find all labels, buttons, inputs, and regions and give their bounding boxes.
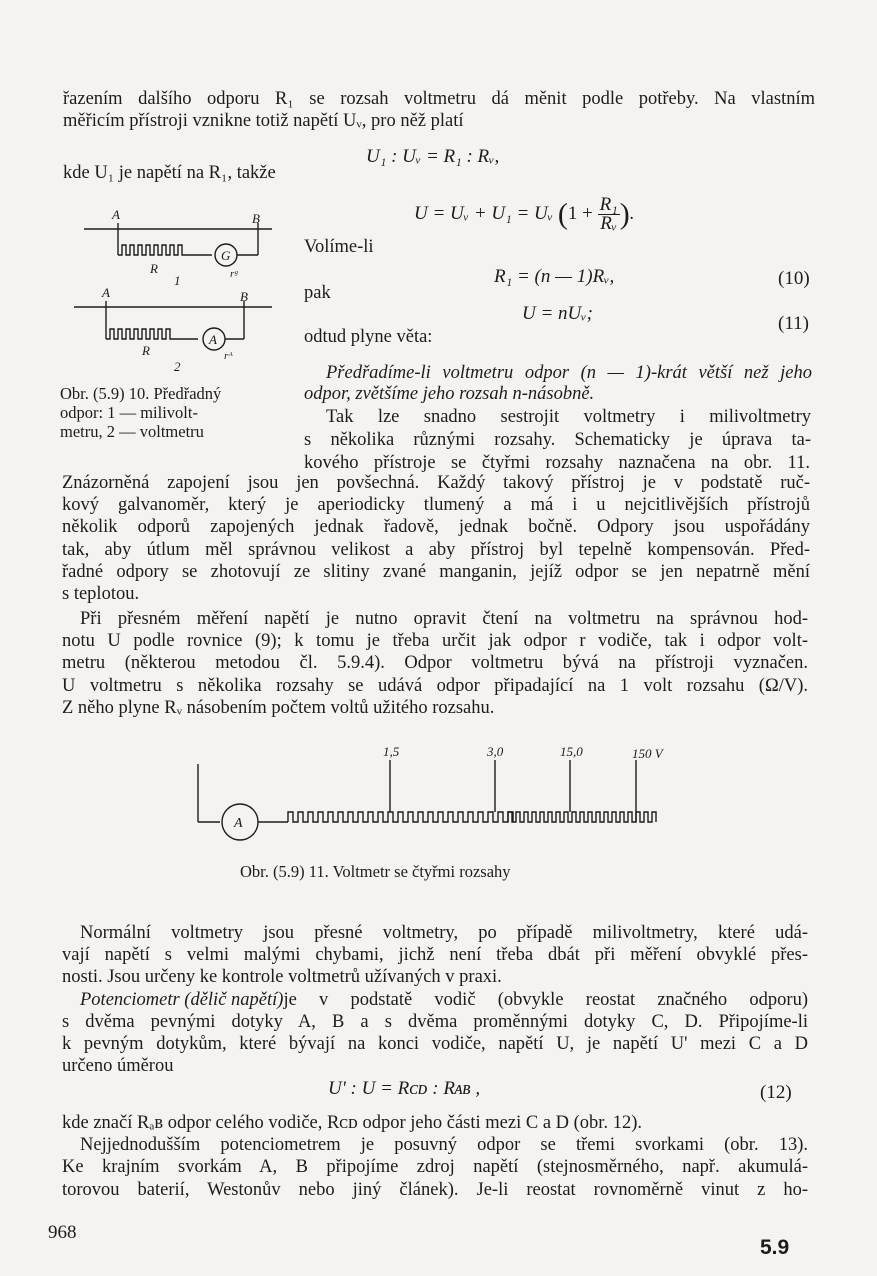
text-line: kového přístroje se čtyřmi rozsahy naznačena na obr. 11. bbox=[304, 453, 810, 473]
text-line: s několika různými rozsahy. Schematicky je úprava ta- bbox=[304, 430, 811, 450]
fig10-resistor-1 bbox=[118, 245, 212, 255]
fig11-range-1: 1,5 bbox=[383, 744, 400, 759]
term-potenciometr: Potenciometr (dělič napětí) bbox=[80, 990, 284, 1010]
fig11-resistor-winding bbox=[288, 812, 513, 822]
fig10-label-g: G bbox=[221, 248, 231, 263]
equation-10: R₁ = (n — 1)Rᵥ, bbox=[494, 266, 615, 287]
equation-sum bbox=[414, 196, 635, 233]
text-line: kde značí Rₐʙ odpor celého vodiče, Rᴄᴅ odpor jeho části mezi C a D (obr. 12). bbox=[62, 1113, 642, 1133]
text-line: k pevným dotykům, které bývají na konci vodiče, napětí U, je napětí U' mezi C a D bbox=[62, 1034, 808, 1054]
text-line: odtud plyne věta: bbox=[304, 327, 433, 347]
equation-11: U = nUᵥ; bbox=[522, 303, 593, 324]
text-line: tak, aby útlum měl správnou velikost a aby přístroj byl tepelně kompensován. Před- bbox=[62, 540, 810, 560]
eq-bracket-close: ) bbox=[619, 197, 630, 231]
text-line: řazením dalšího odporu R₁ se rozsah voltmetru dá měnit podle potřeby. Na vlastním bbox=[63, 89, 815, 109]
theorem-line: Předřadíme-li voltmetru odpor (n — 1)-krát větší než jeho bbox=[326, 363, 812, 383]
text-line: torovou baterií, Westonův nebo jiný článek). Je-li reostat rovnoměrně vinut z ho- bbox=[62, 1180, 808, 1200]
equation-number: (10) bbox=[778, 268, 810, 289]
text-line: měřicím přístroji vznikne totiž napětí Uᵥ, pro něž platí bbox=[63, 111, 464, 131]
page-number: 968 bbox=[48, 1222, 77, 1243]
fig10-label-meter: A bbox=[209, 332, 217, 347]
fig10-resistor-2 bbox=[106, 329, 198, 339]
text-line: notu U podle rovnice (9); k tomu je třeba určit jak odpor r vodiče, tak i odpor volt- bbox=[62, 631, 808, 651]
fig10-label-2: 2 bbox=[174, 359, 181, 374]
equation-12: U' : U = Rᴄᴅ : Rᴀʙ , bbox=[328, 1078, 481, 1099]
text-line bbox=[80, 989, 808, 1011]
eq-fraction-den: Rᵥ bbox=[600, 213, 618, 234]
eq-fraction-num: R₁ bbox=[599, 194, 618, 215]
fig10-label-a2: A bbox=[102, 285, 110, 300]
fig11-range-4: 150 V bbox=[632, 746, 663, 761]
text-line: metru (některou metodou čl. 5.9.4). Odpor voltmetru bývá na přístroji vyznačen. bbox=[62, 653, 808, 673]
equation-ratio: U₁ : Uᵥ = R₁ : Rᵥ, bbox=[366, 146, 500, 167]
eq-one-plus: 1 + bbox=[567, 202, 593, 224]
fig10-label-1: 1 bbox=[174, 273, 181, 288]
text-line: s dvěma pevnými dotyky A, B a s dvěma proměnnými dotyky C, D. Připojíme-li bbox=[62, 1012, 808, 1032]
text-line: Nejjednodušším potenciometrem je posuvný odpor se třemi svorkami (obr. 13). bbox=[80, 1135, 808, 1155]
text-line: Znázorněná zapojení jsou jen povšechná. Každý takový přístroj je v podstatě ruč- bbox=[62, 473, 810, 493]
text-line: Volíme-li bbox=[304, 237, 374, 257]
fig11-range-2: 3,0 bbox=[487, 744, 504, 759]
text-line: řadné odpory se zhotovují ze slitiny zvané manganin, jejíž odpor se jen nepatrně mění bbox=[62, 562, 810, 582]
figure-10-diagram bbox=[62, 205, 287, 375]
text-line: pak bbox=[304, 283, 331, 303]
text-line: určeno úměrou bbox=[62, 1056, 174, 1076]
text-line: Tak lze snadno sestrojit voltmetry i milivoltmetry bbox=[326, 407, 811, 427]
text-line: Při přesném měření napětí je nutno opravit čtení na voltmetru na správnou hod- bbox=[80, 609, 808, 629]
fig10-label-rg: rᵍ bbox=[230, 268, 238, 280]
text-line: vají napětí s velmi malými chybami, jichž není třeba dbát při měření obvyklé přes- bbox=[62, 945, 808, 965]
text-line: kový galvanoměr, který je aperiodicky tlumený a má i u nejcitlivějších přístrojů bbox=[62, 495, 810, 515]
fig10-label-b2: B bbox=[240, 289, 248, 304]
text-span: je v podstatě vodič (obvykle reostat značného odporu) bbox=[283, 990, 808, 1010]
fig11-range-3: 15,0 bbox=[560, 744, 583, 759]
fig10-label-r: R bbox=[150, 261, 158, 276]
text-line: kde U₁ je napětí na R₁, takže bbox=[63, 163, 276, 183]
figure-11-diagram bbox=[180, 740, 680, 850]
fig11-meter-label: A bbox=[234, 816, 243, 831]
eq-fraction bbox=[598, 196, 620, 233]
text-line: U voltmetru s několika rozsahy se udává odpor připadající na 1 volt rozsahu (Ω/V). bbox=[62, 676, 808, 696]
eq-end: . bbox=[629, 202, 635, 224]
text-line: Ke krajním svorkám A, B připojíme zdroj napětí (stejnosměrného, např. akumulá- bbox=[62, 1157, 808, 1177]
fig10-label-a: A bbox=[112, 207, 120, 222]
figure-10-caption-line: metru, 2 — voltmetru bbox=[60, 422, 204, 441]
equation-number: (11) bbox=[778, 313, 809, 334]
theorem-line: odpor, zvětšíme jeho rozsah n-násobně. bbox=[304, 384, 595, 404]
fig10-label-ra: rᴬ bbox=[224, 350, 233, 362]
text-line: s teplotou. bbox=[62, 584, 140, 604]
text-line: několik odporů zapojených jednak řadově, jednak bočně. Odpory jsou uspořádány bbox=[62, 517, 810, 537]
text-line: nosti. Jsou určeny ke kontrole voltmetrů užívaných v praxi. bbox=[62, 967, 502, 987]
text-line: Z něho plyne Rᵥ násobením počtem voltů užitého rozsahu. bbox=[62, 698, 495, 718]
fig10-label-b: B bbox=[252, 211, 260, 226]
figure-11-caption: Obr. (5.9) 11. Voltmetr se čtyřmi rozsahy bbox=[240, 862, 511, 881]
fig10-label-r2: R bbox=[142, 343, 150, 358]
fig11-resistor-winding-2 bbox=[508, 812, 656, 822]
section-number: 5.9 bbox=[760, 1236, 790, 1259]
eq-sum-left: U = Uᵥ + U₁ = Uᵥ bbox=[414, 202, 554, 224]
text-line: Normální voltmetry jsou přesné voltmetry, po případě milivoltmetry, které udá- bbox=[80, 923, 808, 943]
figure-10-caption-line: Obr. (5.9) 10. Předřadný bbox=[60, 384, 222, 403]
figure-10-caption-line: odpor: 1 — milivolt- bbox=[60, 403, 198, 422]
eq-bracket-open: ( bbox=[557, 197, 568, 231]
equation-number: (12) bbox=[760, 1082, 792, 1103]
